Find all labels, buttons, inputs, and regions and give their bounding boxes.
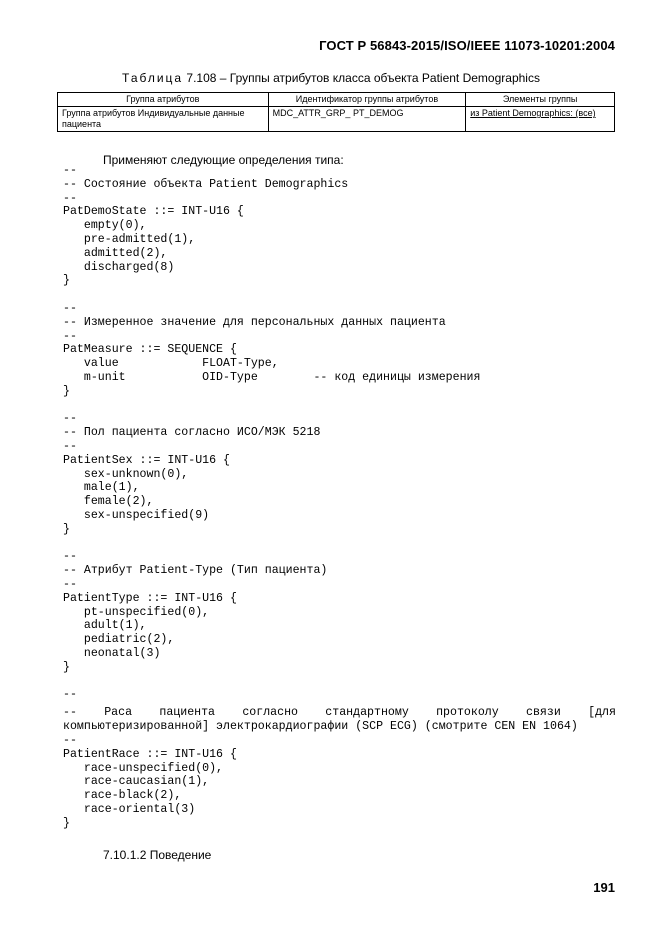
section-heading: 7.10.1.2 Поведение: [103, 848, 212, 862]
patient-race-code: -- PatientRace ::= INT-U16 { race-unspecified(0), race-caucasian(1), race-black(2), race-oriental(3) }: [63, 734, 237, 830]
race-comment-word: --: [63, 706, 77, 719]
race-comment-word: Раса: [104, 706, 133, 719]
header-group-elements: Элементы группы: [466, 93, 615, 107]
attribute-group-table: [57, 92, 615, 132]
table-header-row: [58, 93, 615, 107]
cell-group-elements: из Patient Demographics: (все): [466, 107, 615, 132]
race-comment-word: пациента: [159, 706, 216, 719]
race-comment-line-2: компьютеризированной] электрокардиографии (SCP ECG) (смотрите CEN EN 1064): [63, 719, 578, 733]
race-comment-word: стандартному: [325, 706, 409, 719]
race-comment-word: [для: [588, 706, 616, 719]
table-caption-text: 7.108 – Группы атрибутов класса объекта Patient Demographics: [183, 71, 540, 85]
cell-group-identifier: MDC_ATTR_GRP_ PT_DEMOG: [268, 107, 466, 132]
table-row: [58, 107, 615, 132]
type-definitions-code: -- -- Состояние объекта Patient Demographics -- PatDemoState ::= INT-U16 { empty(0), pre-admitted(1), admitted(2), discharged(8) } -- -- Измеренное значение для персональных данных пациента -- PatMeasure ::= SEQUENCE { value FLOAT-Type, m-unit OID-Type -- код единицы измерения } -- -- Пол пациента согласно ИСО/МЭК 5218 -- PatientSex ::= INT-U16 { sex-unknown(0), male(1), female(2), sex-unspecified(9) } -- -- Атрибут Patient-Type (Тип пациента) -- PatientType ::= INT-U16 { pt-unspecified(0), adult(1), pediatric(2), neonatal(3) } --: [63, 164, 481, 702]
table-caption-lead: Таблица: [122, 71, 184, 85]
table-caption: [0, 71, 662, 85]
cell-attribute-group: Группа атрибутов Индивидуальные данные пациента: [58, 107, 269, 132]
race-comment-word: согласно: [242, 706, 298, 719]
race-comment-line-1: [63, 706, 616, 720]
header-group-identifier: Идентификатор группы атрибутов: [268, 93, 466, 107]
header-attribute-group: Группа атрибутов: [58, 93, 269, 107]
intro-paragraph: Применяют следующие определения типа:: [103, 153, 344, 167]
document-header: ГОСТ Р 56843-2015/ISO/IEEE 11073-10201:2004: [319, 38, 615, 53]
race-comment-word: протоколу: [436, 706, 499, 719]
race-comment: [63, 706, 616, 734]
race-comment-word: связи: [526, 706, 561, 719]
page-number: 191: [593, 880, 615, 895]
